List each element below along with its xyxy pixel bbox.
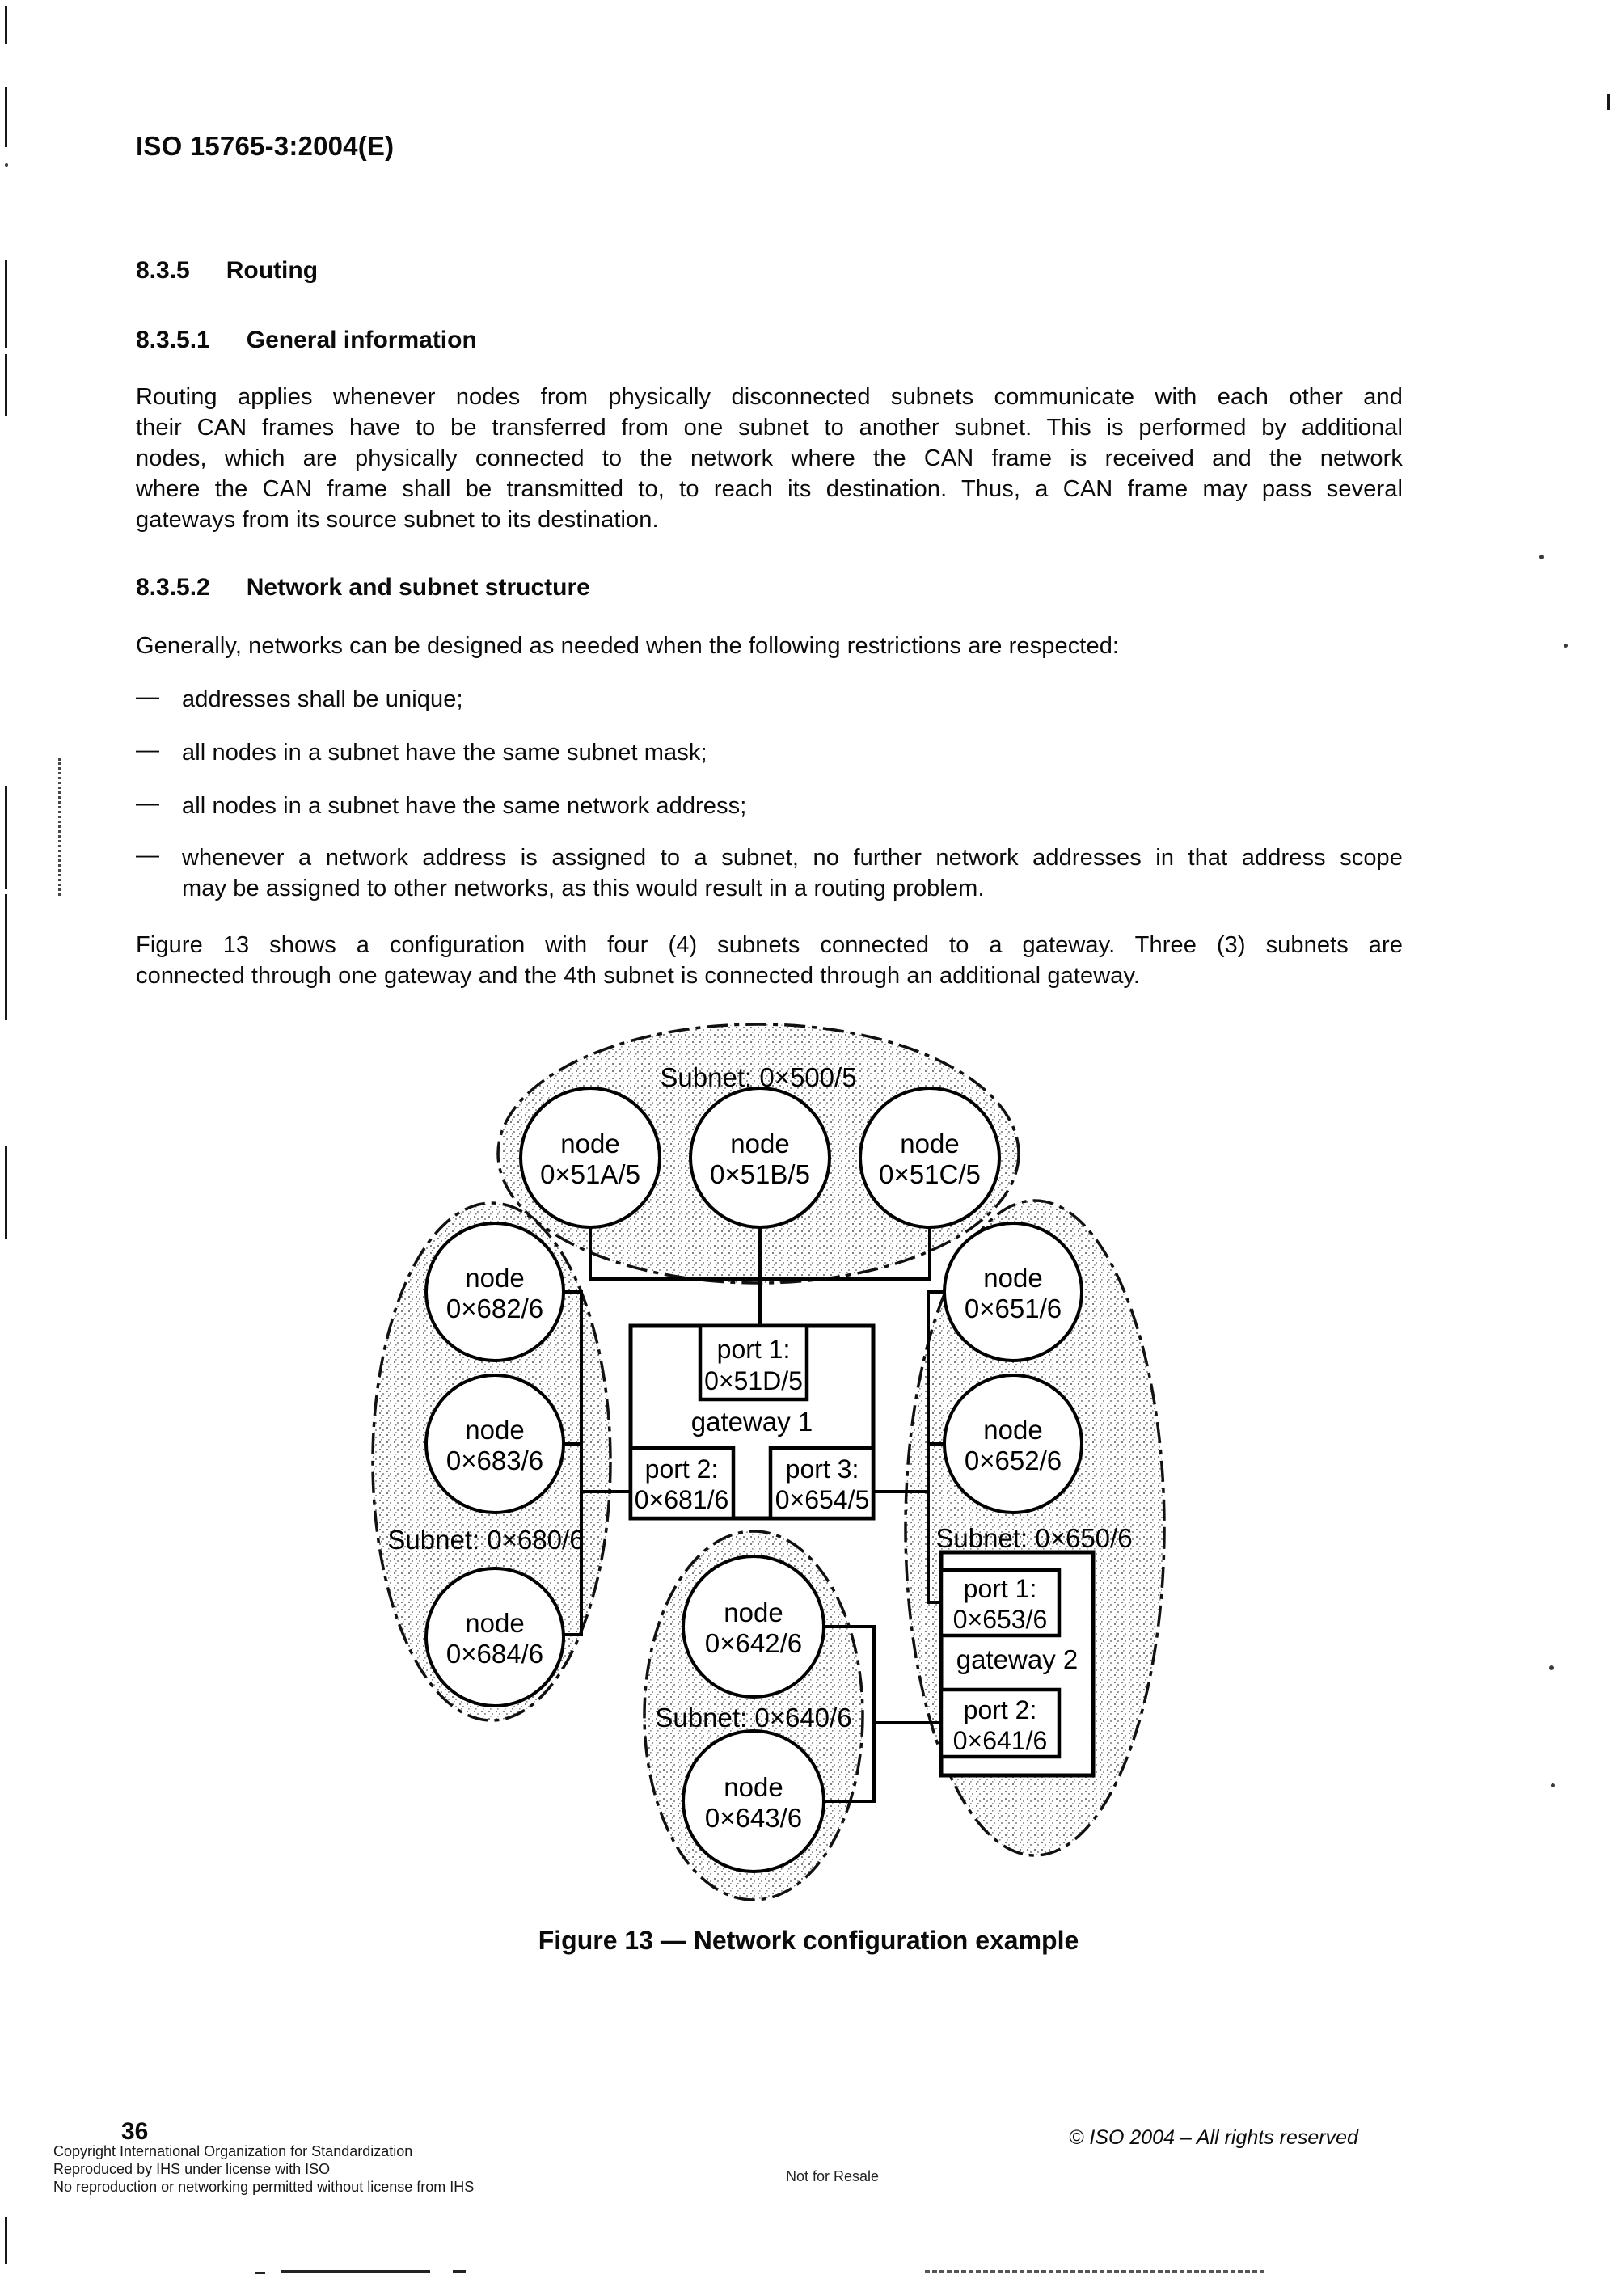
scan-artifact: [58, 758, 61, 896]
node-51B-address: 0×51B/5: [710, 1159, 810, 1189]
paragraph-figure-intro: Figure 13 shows a configuration with four (4) subnets connected to a gateway. Three (3) subnets are connected through one gateway and the 4th subnet is connected through an additional gateway.: [136, 932, 1403, 989]
node-683-address: 0×683/6: [445, 1446, 544, 1475]
node-word: node: [724, 1772, 783, 1802]
scan-artifact: [281, 2270, 430, 2273]
page-number: 36: [121, 2118, 149, 2145]
bullet-dash: —: [136, 791, 159, 817]
section-number: 8.3.5: [136, 257, 190, 284]
node-word: node: [465, 1608, 525, 1638]
section-title: Routing: [226, 257, 319, 284]
gateway2-port1-address: 0×653/6: [952, 1605, 1048, 1634]
bullet-item-address-scope: whenever a network address is assigned to a subnet, no further network addresses in that address scope may be assigned to other networks, as this would result in a routing problem.: [182, 845, 1403, 901]
subnet-680-label: Subnet: 0×680/6: [387, 1525, 585, 1555]
gateway2-name: gateway 2: [956, 1644, 1079, 1674]
gateway2-port2-address: 0×641/6: [952, 1726, 1048, 1755]
bullet-dash: —: [136, 842, 159, 868]
section-title: General information: [246, 327, 477, 353]
scan-artifact: [1539, 555, 1544, 559]
footer-copyright-lines: Copyright International Organization for Standardization Reproduced by IHS under license with ISO No reproduction or networking permitted without license from IHS: [53, 2143, 475, 2195]
subnet-640-label: Subnet: 0×640/6: [655, 1703, 852, 1733]
node-643-address: 0×643/6: [704, 1803, 803, 1833]
scan-artifact: [925, 2270, 1264, 2273]
bullet-item-same-subnet-mask: all nodes in a subnet have the same subnet mask;: [182, 740, 707, 766]
section-heading-8-3-5: [136, 257, 318, 285]
scan-artifact: [255, 2272, 265, 2274]
paragraph-routing-intro: Routing applies whenever nodes from physically disconnected subnets communicate with each other and their CAN frames have to be transferred from one subnet to another subnet. This is performed by additional nodes, which are physically connected to the network where the CAN frame is received and the network where the CAN frame shall be transmitted to, to reach its destination. Thus, a CAN frame may pass several gateways from its source subnet to its destination.: [136, 384, 1403, 533]
gateway1-name: gateway 1: [690, 1407, 813, 1437]
node-642-address: 0×642/6: [704, 1628, 803, 1658]
node-word: node: [983, 1263, 1043, 1293]
figure-caption: Figure 13 — Network configuration example: [538, 1926, 1079, 1955]
node-word: node: [730, 1129, 790, 1159]
scan-artifact: [1564, 644, 1568, 648]
node-684-address: 0×684/6: [445, 1639, 544, 1669]
bullet-dash: —: [136, 684, 159, 710]
scan-artifact: [5, 786, 7, 889]
bullet-item-unique-addresses: addresses shall be unique;: [182, 686, 463, 712]
paragraph-restrictions-intro: Generally, networks can be designed as needed when the following restrictions are respected:: [136, 633, 1120, 659]
bullet-item-same-network-address: all nodes in a subnet have the same network address;: [182, 793, 747, 819]
subnet-650-label: Subnet: 0×650/6: [935, 1523, 1133, 1553]
scan-artifact: [1607, 94, 1610, 110]
document-header: ISO 15765-3:2004(E): [136, 131, 395, 161]
section-number: 8.3.5.1: [136, 327, 210, 353]
node-word: node: [724, 1597, 783, 1627]
gateway1-port1-label: port 1:: [716, 1335, 791, 1364]
node-word: node: [465, 1263, 525, 1293]
section-number: 8.3.5.2: [136, 574, 210, 601]
bullet-dash: —: [136, 737, 159, 763]
gateway1-port3-label: port 3:: [785, 1454, 859, 1484]
footer-rights: © ISO 2004 – All rights reserved: [1069, 2126, 1358, 2149]
scan-artifact: [1551, 1783, 1555, 1787]
scan-artifact: [5, 354, 7, 416]
subnet-500-label: Subnet: 0×500/5: [660, 1062, 857, 1092]
scan-artifact: [5, 163, 8, 167]
node-word: node: [983, 1415, 1043, 1445]
node-651-address: 0×651/6: [964, 1294, 1062, 1323]
gateway1-port1-address: 0×51D/5: [704, 1366, 803, 1395]
gateway2-port1-label: port 1:: [963, 1574, 1037, 1603]
node-word: node: [560, 1129, 620, 1159]
scan-artifact: [5, 87, 7, 147]
gateway1-port2-label: port 2:: [644, 1454, 719, 1484]
section-heading-8-3-5-2: [136, 574, 590, 601]
section-title: Network and subnet structure: [246, 574, 590, 601]
scan-artifact: [5, 2217, 7, 2264]
scan-artifact: [453, 2270, 466, 2273]
section-heading-8-3-5-1: [136, 327, 477, 354]
node-51A-address: 0×51A/5: [540, 1159, 640, 1189]
scan-artifact: [1549, 1665, 1554, 1670]
gateway1-port3-address: 0×654/5: [775, 1485, 870, 1514]
node-682-address: 0×682/6: [445, 1294, 544, 1323]
node-652-address: 0×652/6: [964, 1446, 1062, 1475]
node-51C-address: 0×51C/5: [879, 1159, 981, 1189]
scan-artifact: [5, 894, 7, 1020]
figure-13-diagram: [340, 1011, 1261, 1924]
scan-artifact: [5, 6, 7, 44]
footer-not-for-resale: Not for Resale: [786, 2168, 880, 2184]
scan-artifact: [5, 260, 7, 348]
gateway2-port2-label: port 2:: [963, 1695, 1037, 1724]
gateway1-port2-address: 0×681/6: [634, 1485, 729, 1514]
node-word: node: [900, 1129, 960, 1159]
scan-artifact: [5, 1146, 7, 1239]
node-word: node: [465, 1415, 525, 1445]
